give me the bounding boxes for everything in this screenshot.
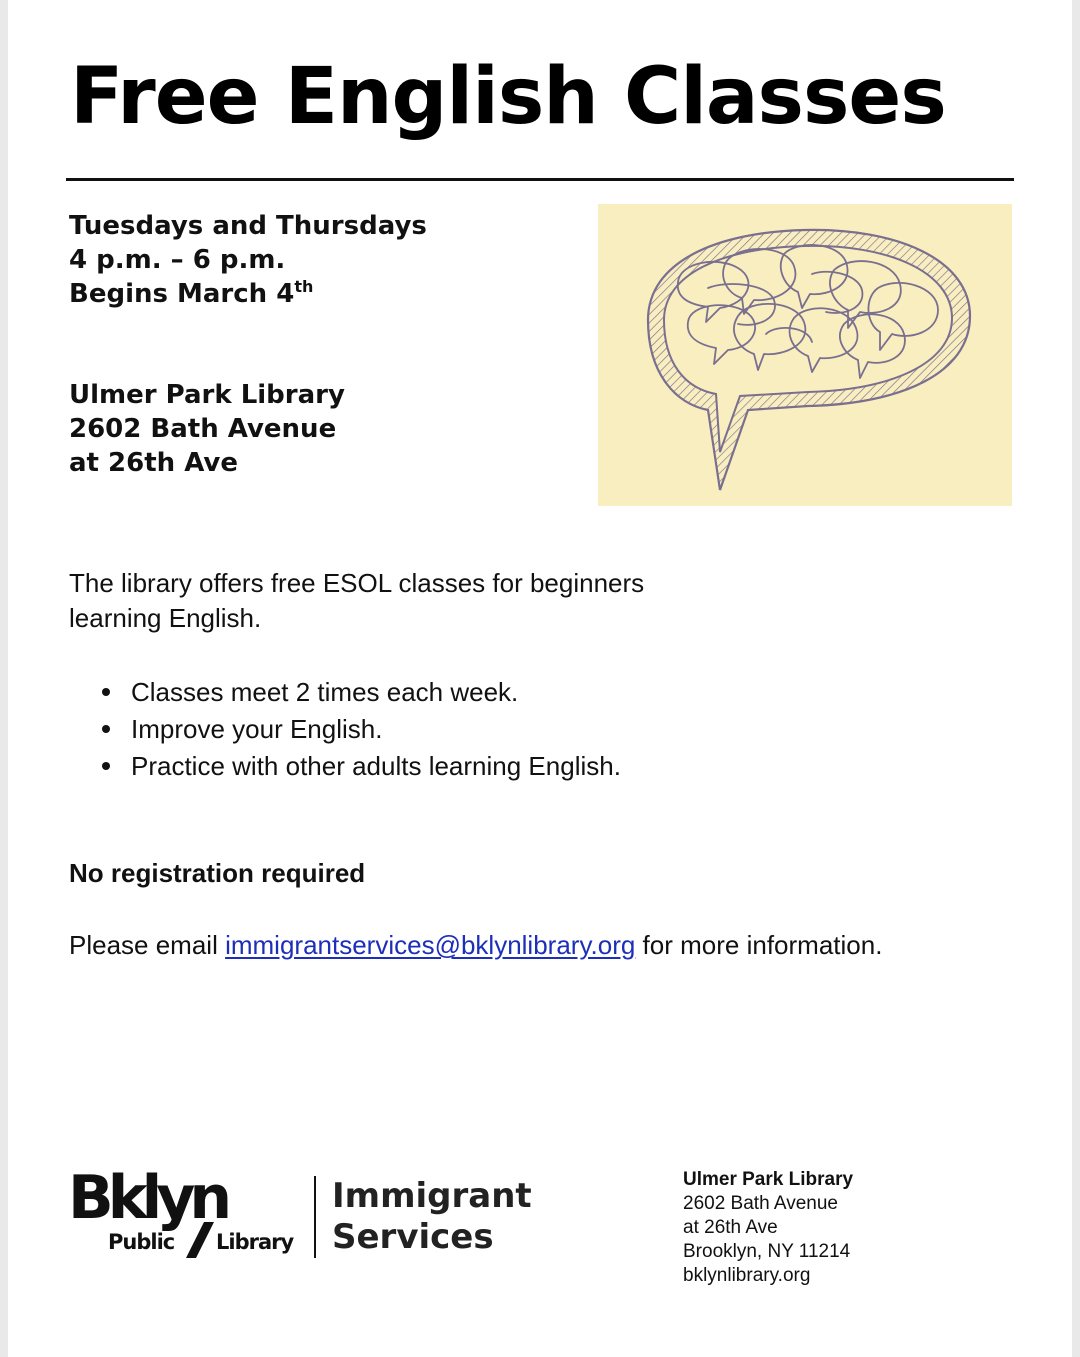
description-line-2: learning English.	[69, 603, 262, 633]
registration-note: No registration required	[69, 858, 366, 888]
schedule-block	[69, 209, 427, 311]
footer-address	[683, 1168, 853, 1288]
contact-prefix: Please email	[69, 930, 226, 960]
footer-website: bklynlibrary.org	[683, 1265, 811, 1286]
schedule-start-date	[69, 277, 427, 311]
benefits-list	[69, 674, 621, 785]
list-item-text: Improve your English.	[131, 714, 383, 744]
bullet-icon	[102, 762, 110, 770]
logo-library: Library	[216, 1230, 294, 1254]
title-divider	[66, 178, 1014, 181]
footer-library-name: Ulmer Park Library	[683, 1169, 854, 1190]
start-date-suffix: th	[294, 277, 314, 296]
list-item-text: Practice with other adults learning English.	[131, 751, 621, 781]
bullet-icon	[102, 688, 110, 696]
email-link[interactable]: immigrantservices@bklynlibrary.org	[225, 930, 636, 960]
list-item	[69, 748, 621, 785]
logo-slash-icon	[186, 1222, 214, 1258]
location-cross-street: at 26th Ave	[69, 448, 238, 478]
list-item	[69, 674, 621, 711]
footer-cross-street: at 26th Ave	[683, 1217, 778, 1238]
logo-public: Public	[108, 1230, 175, 1254]
logo-divider	[314, 1176, 316, 1258]
footer-city: Brooklyn, NY 11214	[683, 1241, 851, 1262]
list-item	[69, 711, 621, 748]
schedule-time: 4 p.m. – 6 p.m.	[69, 245, 286, 275]
bullet-icon	[102, 725, 110, 733]
footer-street: 2602 Bath Avenue	[683, 1193, 838, 1214]
start-date-text: Begins March 4	[69, 279, 295, 309]
description	[69, 566, 689, 636]
location-street: 2602 Bath Avenue	[69, 414, 337, 444]
logo-immigrant-services	[332, 1176, 532, 1258]
contact-suffix: for more information.	[635, 930, 883, 960]
location-block	[69, 378, 345, 480]
flyer-page	[8, 0, 1072, 1357]
speech-bubbles-illustration-icon	[598, 204, 1012, 506]
description-line-1: The library offers free ESOL classes for beginners	[69, 568, 645, 598]
bklyn-public-library-logo	[68, 1163, 538, 1264]
logo-line-2: Services	[332, 1217, 494, 1257]
logo-wordmark: Bklyn	[68, 1163, 227, 1233]
schedule-days: Tuesdays and Thursdays	[69, 211, 427, 241]
logo-line-1: Immigrant	[332, 1176, 532, 1216]
page-title: Free English Classes	[70, 52, 946, 142]
contact-line	[69, 930, 882, 961]
list-item-text: Classes meet 2 times each week.	[131, 677, 519, 707]
location-name: Ulmer Park Library	[69, 380, 345, 410]
